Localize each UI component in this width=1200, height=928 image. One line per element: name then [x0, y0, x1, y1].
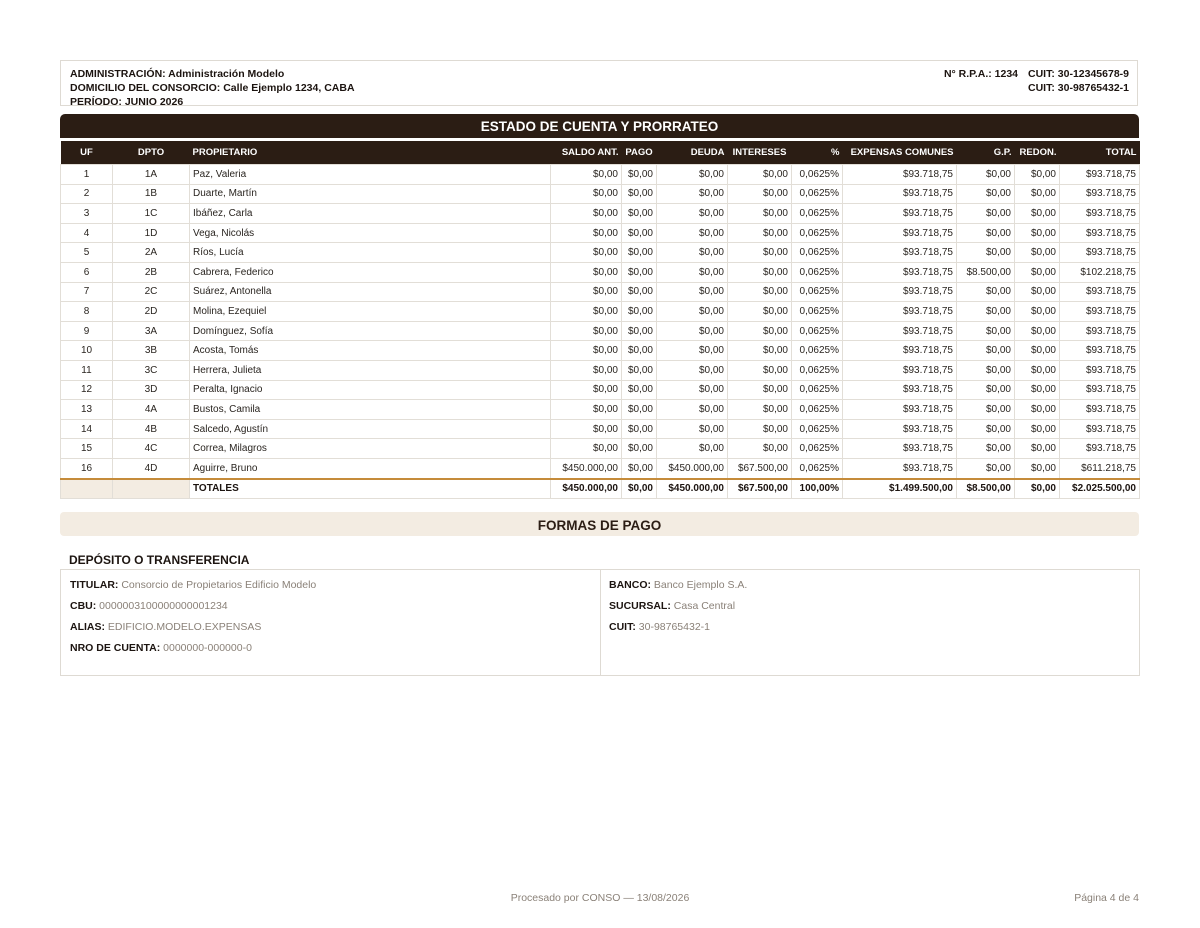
- table-cell: $0,00: [657, 302, 728, 322]
- table-cell: $93.718,75: [843, 302, 957, 322]
- table-title: ESTADO DE CUENTA Y PRORRATEO: [60, 114, 1139, 138]
- table-cell: 2A: [113, 243, 190, 263]
- table-cell: Vega, Nicolás: [190, 223, 551, 243]
- table-cell: $0,00: [728, 400, 792, 420]
- table-cell: 0,0625%: [792, 341, 843, 361]
- payment-field-value: Banco Ejemplo S.A.: [653, 579, 748, 591]
- table-cell: $93.718,75: [843, 184, 957, 204]
- table-row: [61, 223, 1140, 243]
- table-cell: 0,0625%: [792, 302, 843, 322]
- table-cell: $0,00: [657, 165, 728, 185]
- table-cell: 4D: [113, 458, 190, 478]
- table-cell: $93.718,75: [1060, 419, 1140, 439]
- table-cell: 4C: [113, 439, 190, 459]
- table-cell: $0,00: [657, 243, 728, 263]
- table-cell: 3D: [113, 380, 190, 400]
- table-cell: $0,00: [957, 184, 1015, 204]
- table-cell: $93.718,75: [1060, 243, 1140, 263]
- table-cell: $0,00: [728, 321, 792, 341]
- table-cell: 0,0625%: [792, 321, 843, 341]
- payment-field-value: Consorcio de Propietarios Edificio Modelo: [121, 579, 317, 591]
- table-cell: 2C: [113, 282, 190, 302]
- table-cell: 11: [61, 360, 113, 380]
- table-cell: $93.718,75: [1060, 341, 1140, 361]
- table-cell: $0,00: [1015, 165, 1060, 185]
- table-cell: $0,00: [957, 360, 1015, 380]
- table-cell: 2: [61, 184, 113, 204]
- table-cell: Bustos, Camila: [190, 400, 551, 420]
- table-cell: Aguirre, Bruno: [190, 458, 551, 478]
- table-cell: Peralta, Ignacio: [190, 380, 551, 400]
- table-cell: Ibáñez, Carla: [190, 204, 551, 224]
- table-row: [61, 184, 1140, 204]
- table-header-row: [61, 141, 1140, 165]
- table-cell: Herrera, Julieta: [190, 360, 551, 380]
- table-cell: $0,00: [728, 262, 792, 282]
- table-cell: $450.000,00: [657, 458, 728, 478]
- table-cell: 0,0625%: [792, 165, 843, 185]
- table-cell: $93.718,75: [843, 439, 957, 459]
- table-cell: $0,00: [1015, 321, 1060, 341]
- table-cell: 1C: [113, 204, 190, 224]
- payment-field-label: SUCURSAL:: [609, 600, 671, 612]
- table-cell: $611.218,75: [1060, 458, 1140, 478]
- table-cell: $0,00: [957, 204, 1015, 224]
- table-cell: 15: [61, 439, 113, 459]
- payment-field-label: TITULAR:: [70, 579, 119, 591]
- totals-row: [61, 479, 1140, 499]
- header-left: [70, 67, 355, 109]
- prorrateo-table: [60, 141, 1140, 499]
- payment-field-label: CUIT:: [609, 621, 636, 633]
- table-cell: Ríos, Lucía: [190, 243, 551, 263]
- table-cell: $0,00: [551, 204, 622, 224]
- table-cell: $0,00: [622, 204, 657, 224]
- table-cell: $0,00: [1015, 380, 1060, 400]
- table-cell: $0,00: [657, 282, 728, 302]
- payment-field: [70, 579, 591, 591]
- table-cell: $450.000,00: [551, 458, 622, 478]
- table-cell: $0,00: [728, 302, 792, 322]
- table-cell: 1B: [113, 184, 190, 204]
- table-cell: $0,00: [551, 184, 622, 204]
- table-cell: 16: [61, 458, 113, 478]
- table-cell: $93.718,75: [843, 360, 957, 380]
- column-header: DEUDA: [657, 141, 728, 165]
- table-cell: 0,0625%: [792, 282, 843, 302]
- deposito-title: DEPÓSITO O TRANSFERENCIA: [69, 553, 250, 567]
- table-cell: 0,0625%: [792, 223, 843, 243]
- table-cell: $0,00: [728, 204, 792, 224]
- payment-field: [609, 621, 1130, 633]
- table-cell: 0,0625%: [792, 419, 843, 439]
- table-cell: $8.500,00: [957, 262, 1015, 282]
- table-cell: $0,00: [1015, 419, 1060, 439]
- table-cell: $0,00: [957, 165, 1015, 185]
- table-cell: 4: [61, 223, 113, 243]
- totals-cell: $67.500,00: [728, 479, 792, 499]
- table-cell: 3: [61, 204, 113, 224]
- table-cell: 0,0625%: [792, 184, 843, 204]
- table-cell: $93.718,75: [843, 458, 957, 478]
- table-cell: $0,00: [551, 243, 622, 263]
- table-cell: $67.500,00: [728, 458, 792, 478]
- table-cell: $0,00: [551, 360, 622, 380]
- table-cell: $93.718,75: [1060, 302, 1140, 322]
- table-cell: 12: [61, 380, 113, 400]
- totals-cell: $450.000,00: [551, 479, 622, 499]
- totals-cell: $0,00: [1015, 479, 1060, 499]
- table-cell: $93.718,75: [843, 204, 957, 224]
- table-row: [61, 360, 1140, 380]
- table-cell: $0,00: [957, 223, 1015, 243]
- table-cell: $0,00: [1015, 439, 1060, 459]
- periodo-label: PERÍODO: JUNIO 2026: [70, 96, 184, 108]
- table-cell: $0,00: [1015, 458, 1060, 478]
- table-cell: 3B: [113, 341, 190, 361]
- table-cell: $93.718,75: [843, 243, 957, 263]
- totals-cell: 100,00%: [792, 479, 843, 499]
- table-cell: 2B: [113, 262, 190, 282]
- table-cell: $0,00: [957, 302, 1015, 322]
- table-row: [61, 262, 1140, 282]
- payment-field-value: 0000000-000000-0: [163, 642, 252, 654]
- table-cell: $0,00: [1015, 400, 1060, 420]
- table-cell: $93.718,75: [843, 321, 957, 341]
- column-header: %: [792, 141, 843, 165]
- totals-cell: $0,00: [622, 479, 657, 499]
- table-cell: Suárez, Antonella: [190, 282, 551, 302]
- table-cell: $93.718,75: [1060, 223, 1140, 243]
- column-header: G.P.: [957, 141, 1015, 165]
- table-cell: $0,00: [1015, 243, 1060, 263]
- payment-right-column: [600, 570, 1139, 675]
- table-cell: $0,00: [1015, 204, 1060, 224]
- table-cell: $0,00: [622, 380, 657, 400]
- processed-footer: Procesado por CONSO — 13/08/2026: [510, 892, 690, 904]
- table-cell: $0,00: [551, 223, 622, 243]
- header-box: [60, 60, 1138, 106]
- table-cell: $0,00: [551, 400, 622, 420]
- table-cell: 1D: [113, 223, 190, 243]
- table-cell: $0,00: [657, 341, 728, 361]
- table-cell: $0,00: [657, 439, 728, 459]
- domicilio-label: DOMICILIO DEL CONSORCIO: Calle Ejemplo 1234, CABA: [70, 82, 355, 94]
- payment-field-value: 0000003100000000001234: [99, 600, 228, 612]
- table-cell: 1: [61, 165, 113, 185]
- payment-field-label: CBU:: [70, 600, 97, 612]
- table-cell: $0,00: [622, 223, 657, 243]
- payment-field-value: 30-98765432-1: [638, 621, 710, 633]
- table-cell: $93.718,75: [1060, 439, 1140, 459]
- table-row: [61, 165, 1140, 185]
- table-cell: $93.718,75: [843, 380, 957, 400]
- table-body: [61, 165, 1140, 499]
- table-cell: $93.718,75: [1060, 400, 1140, 420]
- totals-cell: $2.025.500,00: [1060, 479, 1140, 499]
- table-cell: $0,00: [551, 282, 622, 302]
- table-cell: $93.718,75: [1060, 321, 1140, 341]
- table-cell: $0,00: [551, 321, 622, 341]
- table-cell: $0,00: [622, 243, 657, 263]
- payment-field: [609, 579, 1130, 591]
- table-cell: $0,00: [728, 419, 792, 439]
- table-row: [61, 302, 1140, 322]
- payment-left-column: [61, 570, 600, 675]
- table-cell: $0,00: [622, 165, 657, 185]
- table-cell: 6: [61, 262, 113, 282]
- table-cell: 0,0625%: [792, 243, 843, 263]
- table-cell: $0,00: [622, 302, 657, 322]
- table-cell: $0,00: [957, 380, 1015, 400]
- table-cell: $0,00: [957, 400, 1015, 420]
- table-cell: 3A: [113, 321, 190, 341]
- table-cell: $0,00: [728, 184, 792, 204]
- table-cell: $0,00: [622, 419, 657, 439]
- table-cell: 0,0625%: [792, 439, 843, 459]
- payment-field-value: Casa Central: [673, 600, 736, 612]
- table-cell: $93.718,75: [1060, 204, 1140, 224]
- payment-field-label: ALIAS:: [70, 621, 105, 633]
- cuit-admin-label: CUIT: 30-12345678-9: [1028, 68, 1129, 80]
- payment-field-value: EDIFICIO.MODELO.EXPENSAS: [107, 621, 262, 633]
- table-cell: $0,00: [1015, 282, 1060, 302]
- table-cell: $93.718,75: [1060, 380, 1140, 400]
- column-header: PAGO: [622, 141, 657, 165]
- table-row: [61, 439, 1140, 459]
- table-cell: $0,00: [622, 400, 657, 420]
- table-cell: Domínguez, Sofía: [190, 321, 551, 341]
- totals-cell: $450.000,00: [657, 479, 728, 499]
- column-header: EXPENSAS COMUNES: [843, 141, 957, 165]
- page-number: Página 4 de 4: [1074, 892, 1139, 904]
- table-cell: 0,0625%: [792, 380, 843, 400]
- table-cell: $0,00: [728, 165, 792, 185]
- table-cell: $0,00: [728, 380, 792, 400]
- table-cell: 4A: [113, 400, 190, 420]
- totals-cell: $8.500,00: [957, 479, 1015, 499]
- table-cell: $0,00: [728, 223, 792, 243]
- table-cell: 8: [61, 302, 113, 322]
- table-cell: $0,00: [622, 341, 657, 361]
- table-cell: 0,0625%: [792, 262, 843, 282]
- table-cell: $0,00: [551, 262, 622, 282]
- totals-cell: TOTALES: [190, 479, 551, 499]
- table-cell: $93.718,75: [843, 282, 957, 302]
- table-cell: $0,00: [657, 380, 728, 400]
- rpa-label: N° R.P.A.: 1234: [943, 68, 1019, 80]
- table-cell: $0,00: [622, 321, 657, 341]
- cuit-consorcio-label: CUIT: 30-98765432-1: [1028, 82, 1129, 94]
- table-cell: 1A: [113, 165, 190, 185]
- table-cell: $0,00: [551, 439, 622, 459]
- table-cell: Acosta, Tomás: [190, 341, 551, 361]
- table-cell: $0,00: [622, 360, 657, 380]
- column-header: PROPIETARIO: [190, 141, 551, 165]
- table-cell: $93.718,75: [843, 341, 957, 361]
- table-cell: $102.218,75: [1060, 262, 1140, 282]
- totals-cell: [113, 479, 190, 499]
- column-header: UF: [61, 141, 113, 165]
- table-cell: 0,0625%: [792, 400, 843, 420]
- payment-field: [70, 600, 591, 612]
- table-cell: $93.718,75: [843, 223, 957, 243]
- table-row: [61, 380, 1140, 400]
- table-cell: $0,00: [551, 380, 622, 400]
- table-cell: $0,00: [1015, 302, 1060, 322]
- header-right: [944, 67, 1129, 95]
- table-cell: $0,00: [728, 282, 792, 302]
- table-cell: $0,00: [728, 360, 792, 380]
- column-header: INTERESES: [728, 141, 792, 165]
- payment-field: [609, 600, 1130, 612]
- table-cell: $93.718,75: [1060, 282, 1140, 302]
- table-row: [61, 243, 1140, 263]
- table-cell: $93.718,75: [843, 419, 957, 439]
- table-row: [61, 419, 1140, 439]
- table-cell: $0,00: [957, 458, 1015, 478]
- table-cell: $0,00: [657, 419, 728, 439]
- table-cell: Cabrera, Federico: [190, 262, 551, 282]
- table-cell: $93.718,75: [843, 400, 957, 420]
- totals-cell: $1.499.500,00: [843, 479, 957, 499]
- table-cell: $0,00: [1015, 360, 1060, 380]
- table-cell: 0,0625%: [792, 458, 843, 478]
- table-row: [61, 458, 1140, 478]
- column-header: TOTAL: [1060, 141, 1140, 165]
- table-cell: 0,0625%: [792, 360, 843, 380]
- table-cell: 4B: [113, 419, 190, 439]
- table-cell: $0,00: [657, 321, 728, 341]
- table-cell: $93.718,75: [843, 165, 957, 185]
- table-cell: $0,00: [551, 302, 622, 322]
- table-cell: $0,00: [957, 243, 1015, 263]
- table-cell: $0,00: [957, 341, 1015, 361]
- table-cell: $0,00: [957, 419, 1015, 439]
- table-cell: $0,00: [657, 360, 728, 380]
- table-cell: $0,00: [957, 439, 1015, 459]
- table-cell: $93.718,75: [1060, 360, 1140, 380]
- payment-field-label: NRO DE CUENTA:: [70, 642, 161, 654]
- table-row: [61, 341, 1140, 361]
- table-cell: $0,00: [728, 341, 792, 361]
- table-cell: $0,00: [1015, 184, 1060, 204]
- table-cell: $0,00: [728, 439, 792, 459]
- table-row: [61, 400, 1140, 420]
- payment-field: [70, 621, 591, 633]
- table-cell: $0,00: [551, 419, 622, 439]
- table-cell: $0,00: [957, 321, 1015, 341]
- table-cell: $0,00: [728, 243, 792, 263]
- table-cell: Correa, Milagros: [190, 439, 551, 459]
- table-cell: $0,00: [622, 282, 657, 302]
- table-cell: $0,00: [622, 439, 657, 459]
- payment-field: [70, 642, 591, 654]
- table-cell: $0,00: [622, 262, 657, 282]
- payment-field-label: BANCO:: [609, 579, 651, 591]
- table-cell: $93.718,75: [1060, 165, 1140, 185]
- table-cell: 10: [61, 341, 113, 361]
- table-cell: Salcedo, Agustín: [190, 419, 551, 439]
- table-cell: Duarte, Martín: [190, 184, 551, 204]
- table-cell: $0,00: [1015, 223, 1060, 243]
- column-header: REDON.: [1015, 141, 1060, 165]
- table-cell: $0,00: [957, 282, 1015, 302]
- table-cell: 2D: [113, 302, 190, 322]
- table-cell: $0,00: [551, 341, 622, 361]
- table-cell: $93.718,75: [843, 262, 957, 282]
- table-cell: $0,00: [1015, 262, 1060, 282]
- table-cell: 3C: [113, 360, 190, 380]
- table-cell: 7: [61, 282, 113, 302]
- totals-cell: [61, 479, 113, 499]
- table-row: [61, 282, 1140, 302]
- table-cell: 9: [61, 321, 113, 341]
- table-cell: $0,00: [1015, 341, 1060, 361]
- table-cell: 5: [61, 243, 113, 263]
- table-cell: $0,00: [551, 165, 622, 185]
- formas-de-pago-title: FORMAS DE PAGO: [60, 512, 1139, 536]
- table-cell: $0,00: [622, 458, 657, 478]
- table-cell: Paz, Valeria: [190, 165, 551, 185]
- administracion-label: ADMINISTRACIÓN: Administración Modelo: [70, 68, 285, 80]
- table-cell: 13: [61, 400, 113, 420]
- column-header: SALDO ANT.: [551, 141, 622, 165]
- payment-details-box: [60, 569, 1140, 676]
- table-cell: $0,00: [657, 262, 728, 282]
- table-cell: $0,00: [657, 204, 728, 224]
- table-cell: 0,0625%: [792, 204, 843, 224]
- table-cell: $0,00: [622, 184, 657, 204]
- table-cell: $0,00: [657, 184, 728, 204]
- table-cell: 14: [61, 419, 113, 439]
- table-row: [61, 204, 1140, 224]
- table-cell: $0,00: [657, 223, 728, 243]
- table-cell: Molina, Ezequiel: [190, 302, 551, 322]
- column-header: DPTO: [113, 141, 190, 165]
- table-row: [61, 321, 1140, 341]
- table-cell: $93.718,75: [1060, 184, 1140, 204]
- table-cell: $0,00: [657, 400, 728, 420]
